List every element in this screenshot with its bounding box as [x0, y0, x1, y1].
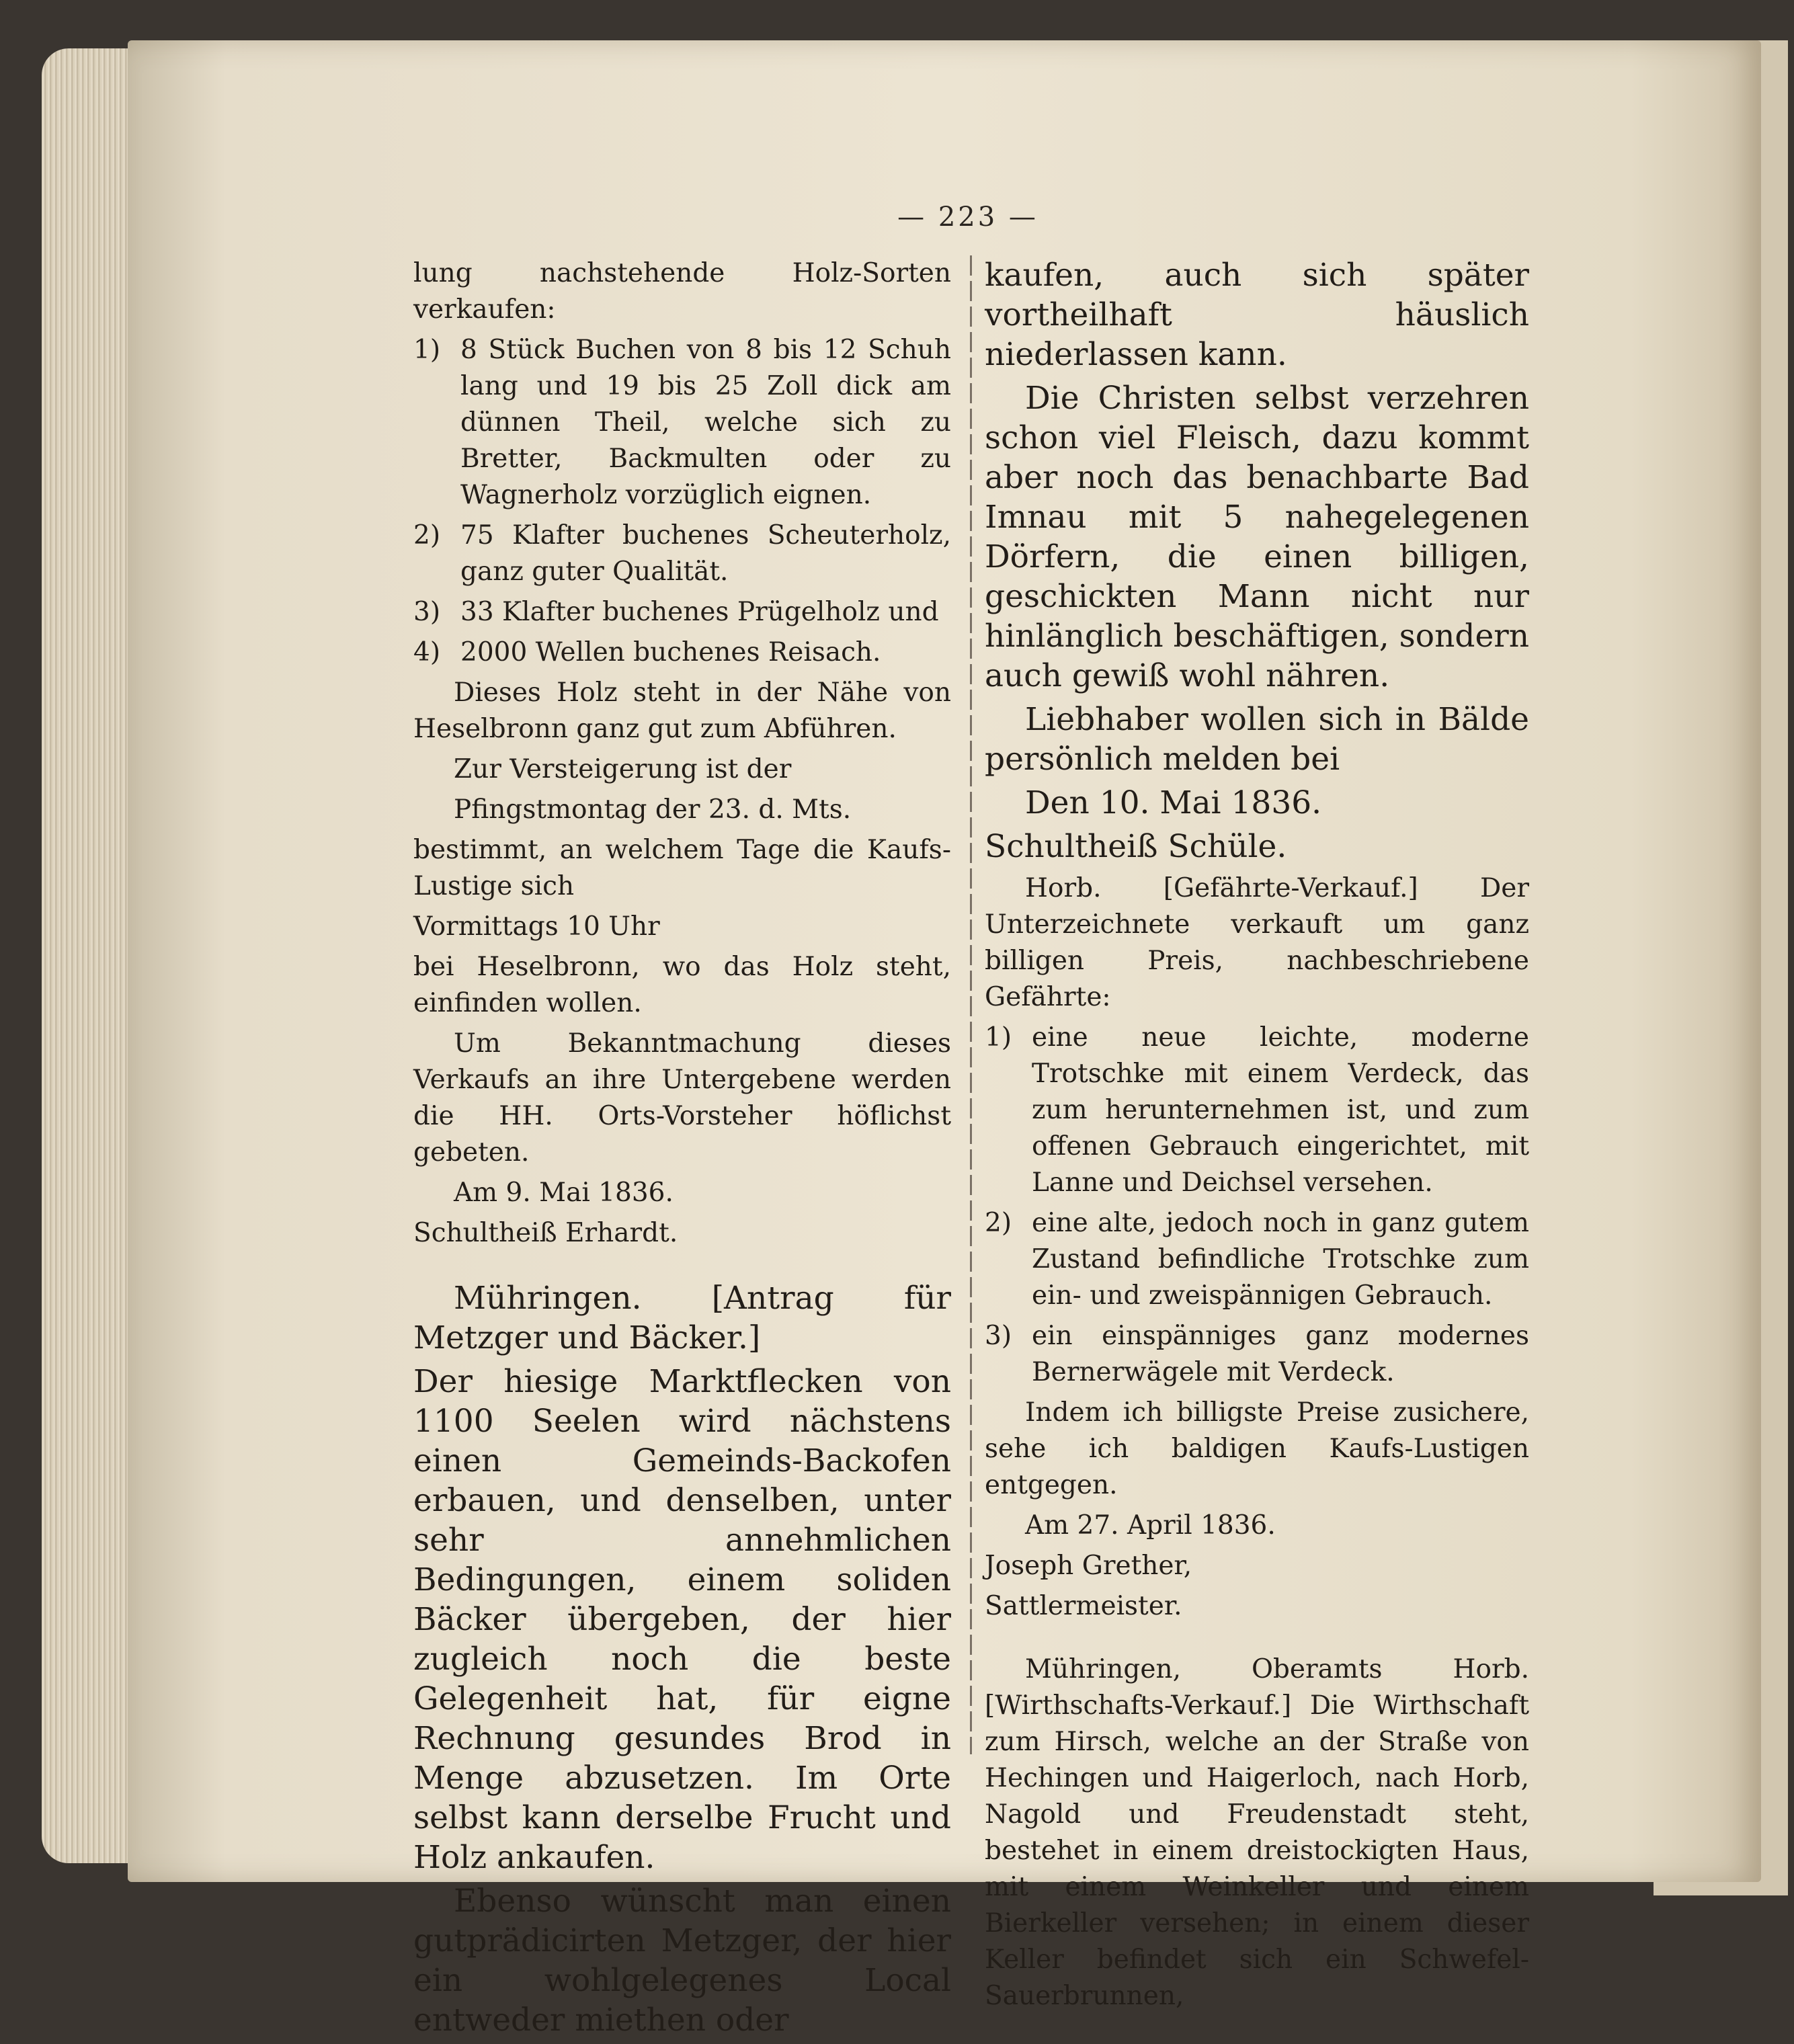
list-item [413, 635, 951, 671]
item-text: ein einspänniges ganz modernes Bernerwägele mit Verdeck. [1032, 1321, 1529, 1387]
item-number: 4) [413, 637, 441, 667]
time-line: Vormittags 10 Uhr [413, 911, 660, 942]
item-text: eine neue leichte, moderne Trotschke mit einem Verdeck, das zum herunternehmen ist, und zum offenen Gebrauch eingerichtet, mit Lanne und Deichsel versehen. [1032, 1022, 1529, 1198]
ad-body: Der hiesige Marktflecken von 1100 Seelen wird nächstens einen Gemeinds-Backofen erbauen, und denselben, unter sehr annehmlichen Bedingungen, einem soliden Bäcker übergeben, der hier zugleich noch die beste Gelegenheit hat, für eigne Rechnung gesundes Brod in Menge abzusetzen. Im Orte selbst kann derselbe Frucht und Holz ankaufen. [413, 1363, 951, 1876]
item-text: eine alte, jedoch noch in ganz gutem Zustand befindliche Trotschke zum ein- und zweispännigen Gebrauch. [1032, 1208, 1529, 1311]
signature: Schultheiß Erhardt. [413, 1218, 678, 1248]
list-item [413, 518, 951, 590]
list-item [413, 332, 951, 514]
paragraph: Um Bekanntmachung dieses Verkaufs an ihre Untergebene werden die HH. Orts-Vorsteher höflichst gebeten. [413, 1028, 951, 1168]
date-line: Am 9. Mai 1836. [454, 1178, 674, 1208]
item-number: 3) [413, 597, 441, 627]
item-text: 2000 Wellen buchenes Reisach. [460, 637, 881, 667]
item-number: 3) [985, 1321, 1012, 1351]
column-divider [970, 255, 972, 1754]
paragraph: Dieses Holz steht in der Nähe von Heselbronn ganz gut zum Abführen. [413, 678, 951, 744]
paragraph: Die Christen selbst verzehren schon viel Fleisch, dazu kommt aber noch das benachbarte Bad Imnau mit 5 nahegelegenen Dörfern, die einen billigen, geschickten Mann nicht nur hinlänglich beschäftigen, sondern auch gewiß wohl nähren. [985, 380, 1529, 694]
ad-continuation: kaufen, auch sich später vortheilhaft häuslich niederlassen kann. [985, 257, 1529, 373]
date-line: Den 10. Mai 1836. [1025, 784, 1322, 821]
signature-title: Sattlermeister. [985, 1591, 1182, 1621]
date-line: Am 27. April 1836. [1025, 1510, 1276, 1541]
paragraph: Zur Versteigerung ist der [454, 754, 792, 784]
right-column [985, 255, 1529, 2018]
paragraph: bestimmt, an welchem Tage die Kaufs-Lustige sich [413, 835, 951, 901]
paragraph: Liebhaber wollen sich in Bälde persönlich melden bei [985, 701, 1529, 778]
paragraph: Indem ich billigste Preise zusichere, sehe ich baldigen Kaufs-Lustigen entgegen. [985, 1397, 1529, 1500]
item-text: 75 Klafter buchenes Scheuterholz, ganz guter Qualität. [460, 520, 951, 587]
spacer [985, 1629, 1529, 1651]
item-number: 2) [985, 1208, 1012, 1238]
ad-heading: Mühringen. [Antrag für Metzger und Bäcker.] [413, 1280, 951, 1356]
list-item [985, 1020, 1529, 1201]
list-item [985, 1318, 1529, 1391]
intro-text: lung nachstehende Holz-Sorten verkaufen: [413, 258, 951, 325]
list-item [413, 594, 951, 630]
signature: Schultheiß Schüle. [985, 828, 1287, 865]
item-number: 1) [985, 1022, 1012, 1053]
event-date-line: Pfingstmontag der 23. d. Mts. [454, 794, 852, 825]
list-item [985, 1205, 1529, 1314]
item-text: 33 Klafter buchenes Prügelholz und [460, 597, 939, 627]
ad-body: Mühringen, Oberamts Horb. [Wirthschafts-Verkauf.] Die Wirthschaft zum Hirsch, welche an der Straße von Hechingen und Haigerloch, nach Horb, Nagold und Freudenstadt steht, bestehet in einem dreistockigten Haus, mit einem Weinkeller und einem Bierkeller versehen; in einem dieser Keller befindet sich ein Schwefel-Sauerbrunnen, [985, 1654, 1529, 2011]
paragraph: bei Heselbronn, wo das Holz steht, einfinden wollen. [413, 952, 951, 1018]
signature-name: Joseph Grether, [985, 1551, 1192, 1581]
page-number: — 223 — [897, 202, 1038, 233]
ad-heading: Horb. [Gefährte-Verkauf.] Der Unterzeichnete verkauft um ganz billigen Preis, nachbeschriebene Gefährte: [985, 873, 1529, 1012]
item-text: 8 Stück Buchen von 8 bis 12 Schuh lang und 19 bis 25 Zoll dick am dünnen Theil, welche sich zu Bretter, Backmulten oder zu Wagnerholz vorzüglich eignen. [460, 335, 951, 510]
left-column [413, 255, 951, 2044]
spacer [413, 1256, 951, 1278]
item-number: 2) [413, 520, 441, 550]
item-number: 1) [413, 335, 441, 365]
ad-body: Ebenso wünscht man einen gutprädicirten Metzger, der hier ein wohlgelegenes Local entweder miethen oder [413, 1883, 951, 2039]
